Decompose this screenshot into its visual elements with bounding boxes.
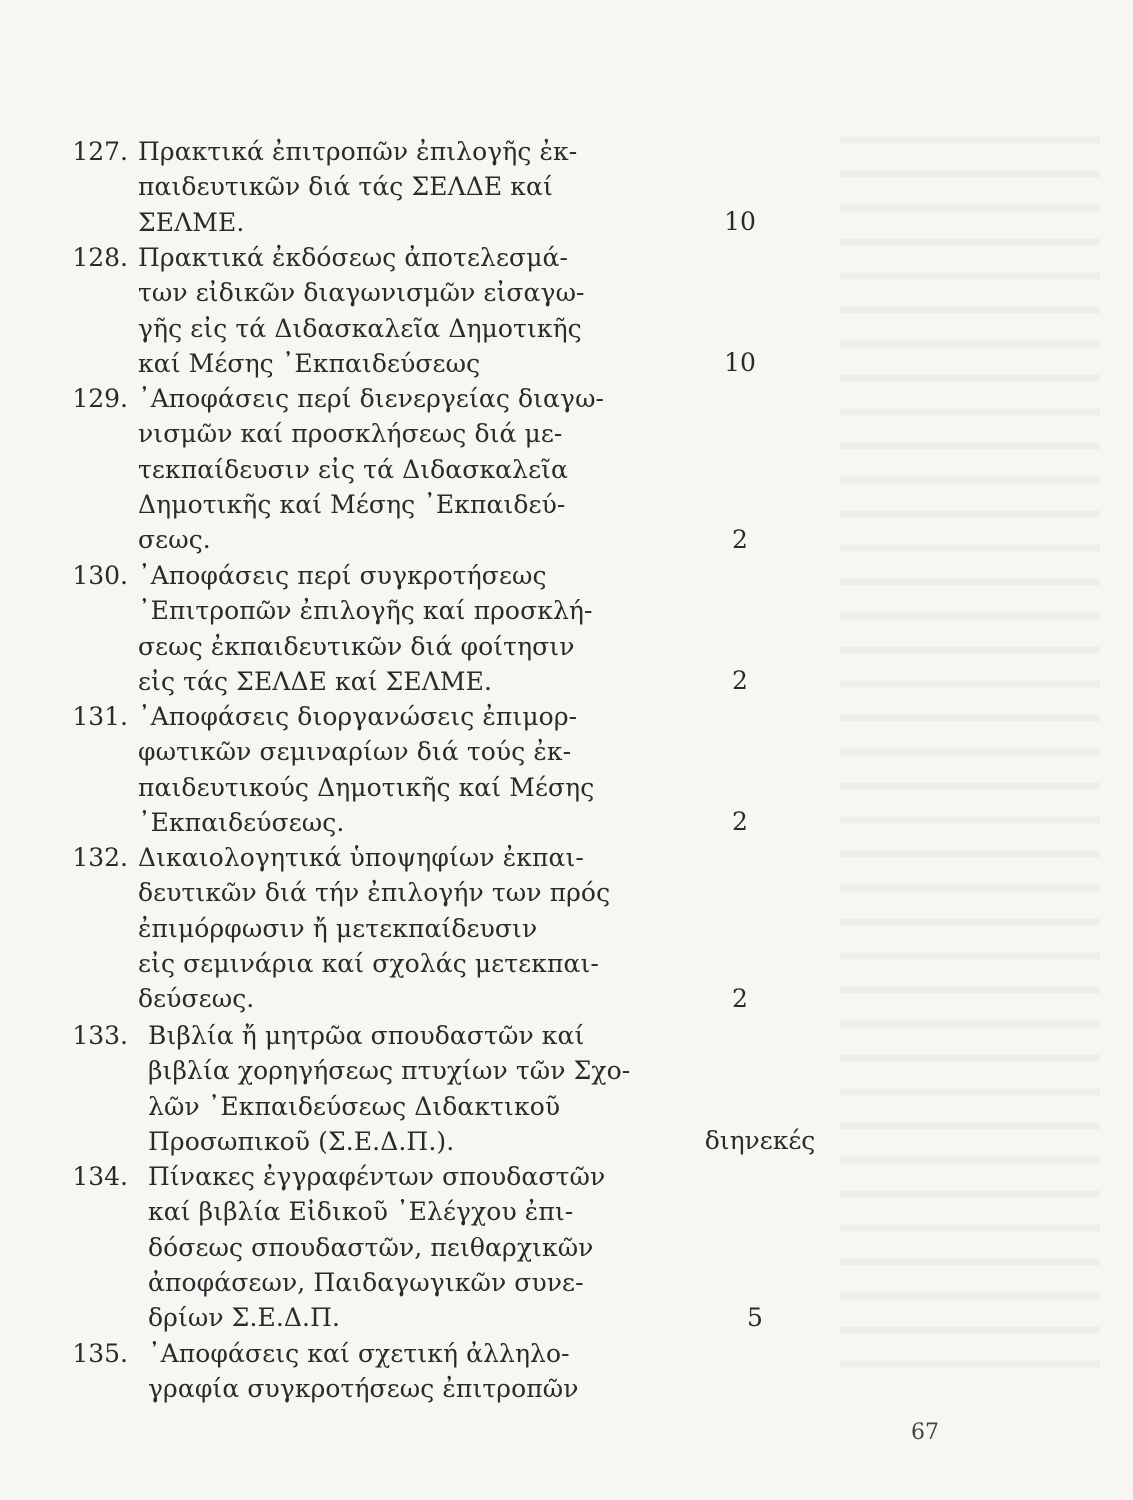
entry-line: ᾿Εκπαιδεύσεως. [138, 807, 345, 837]
entry-text [148, 1159, 606, 1335]
entry-line: Πρακτικά ἐπιτροπῶν ἐπιλογῆς ἐκ- [138, 137, 578, 166]
entry-line: ᾿Αποφάσεις καί σχετική ἀλληλο- [148, 1339, 570, 1368]
entry-number: 131. [72, 702, 128, 731]
retention-years: 2 [732, 666, 748, 695]
entry-line: δευτικῶν διά τήν ἐπιλογήν των πρός [138, 878, 611, 908]
entry-line: καί Μέσης ᾿Εκπαιδεύσεως [138, 348, 481, 378]
retention-years: διηνεκές [704, 1126, 816, 1155]
entry-number: 132. [72, 843, 128, 872]
entry-line: ᾿Αποφάσεις περί συγκροτήσεως [138, 561, 547, 590]
entry-text [138, 134, 578, 240]
entry-line: νισμῶν καί προσκλήσεως διά με- [138, 419, 563, 449]
entry-line: ΣΕΛΜΕ. [138, 207, 245, 237]
entry-line: εἰς τάς ΣΕΛΔΕ καί ΣΕΛΜΕ. [138, 666, 493, 696]
entry-line: Δικαιολογητικά ὑποψηφίων ἐκπαι- [138, 843, 584, 872]
page-number: 67 [911, 1420, 939, 1445]
entry-line: εἰς σεμινάρια καί σχολάς μετεκπαι- [138, 948, 599, 978]
retention-years: 2 [732, 984, 748, 1013]
entry-line: ᾿Αποφάσεις περί διενεργείας διαγω- [138, 384, 605, 413]
entry-line: Προσωπικοῦ (Σ.Ε.Δ.Π.). [148, 1126, 455, 1156]
entry-number: 127. [72, 137, 128, 166]
entry-line: Βιβλία ἤ μητρῶα σπουδαστῶν καί [148, 1021, 585, 1050]
entry-line: Δημοτικῆς καί Μέσης ᾿Εκπαιδεύ- [138, 489, 566, 519]
retention-years: 5 [747, 1303, 763, 1332]
entry-number: 135. [72, 1339, 128, 1368]
entry-line: ἐπιμόρφωσιν ἤ μετεκπαίδευσιν [138, 913, 538, 943]
entry-text [138, 840, 611, 1016]
entry-line: τεκπαίδευσιν εἰς τά Διδασκαλεῖα [138, 454, 569, 484]
entry-line: ᾿Αποφάσεις διοργανώσεις ἐπιμορ- [138, 702, 578, 731]
entry-line: γραφία συγκροτήσεως ἐπιτροπῶν [148, 1374, 579, 1404]
entry-text [138, 240, 585, 381]
entry-number: 134. [72, 1162, 128, 1191]
entry-number: 129. [72, 384, 128, 413]
entry-line: σεως. [138, 525, 211, 555]
retention-years: 10 [724, 348, 756, 377]
entry-line: παιδευτικῶν διά τάς ΣΕΛΔΕ καί [138, 172, 553, 202]
entry-line: γῆς εἰς τά Διδασκαλεῖα Δημοτικῆς [138, 313, 582, 343]
entry-line: ἀποφάσεων, Παιδαγωγικῶν συνε- [148, 1267, 584, 1297]
entry-text [148, 1336, 588, 1407]
entry-line: ᾿Επιτροπῶν ἐπιλογῆς καί προσκλή- [138, 596, 593, 626]
entry-line: δόσεως σπουδαστῶν, πειθαρχικῶν [148, 1232, 594, 1262]
retention-years: 2 [732, 807, 748, 836]
entry-text [138, 558, 593, 699]
entry-line: λῶν ᾿Εκπαιδεύσεως Διδακτικοῦ [148, 1091, 561, 1121]
entry-line: βιβλία χορηγήσεως πτυχίων τῶν Σχο- [148, 1056, 631, 1086]
entry-number: 133. [72, 1021, 128, 1050]
entry-text [138, 381, 605, 557]
retention-years: 10 [724, 207, 756, 236]
entry-number: 128. [72, 243, 128, 272]
entry-line: φωτικῶν σεμιναρίων διά τούς ἐκ- [138, 737, 572, 767]
entry-line: των εἰδικῶν διαγωνισμῶν εἰσαγω- [138, 278, 585, 308]
entry-number: 130. [72, 561, 128, 590]
entry-text [138, 699, 595, 840]
entry-text [148, 1018, 631, 1159]
entry-line: δεύσεως. [138, 984, 255, 1014]
entry-line: καί βιβλία Εἰδικοῦ ᾿Ελέγχου ἐπι- [148, 1197, 574, 1227]
entry-line: σεως ἐκπαιδευτικῶν διά φοίτησιν [138, 631, 575, 661]
entry-line: Πρακτικά ἐκδόσεως ἀποτελεσμά- [138, 243, 569, 272]
entry-line: Πίνακες ἐγγραφέντων σπουδαστῶν [148, 1162, 606, 1191]
retention-years: 2 [732, 525, 748, 554]
entry-line: παιδευτικούς Δημοτικῆς καί Μέσης [138, 772, 595, 802]
entry-line: δρίων Σ.Ε.Δ.Π. [148, 1303, 341, 1333]
